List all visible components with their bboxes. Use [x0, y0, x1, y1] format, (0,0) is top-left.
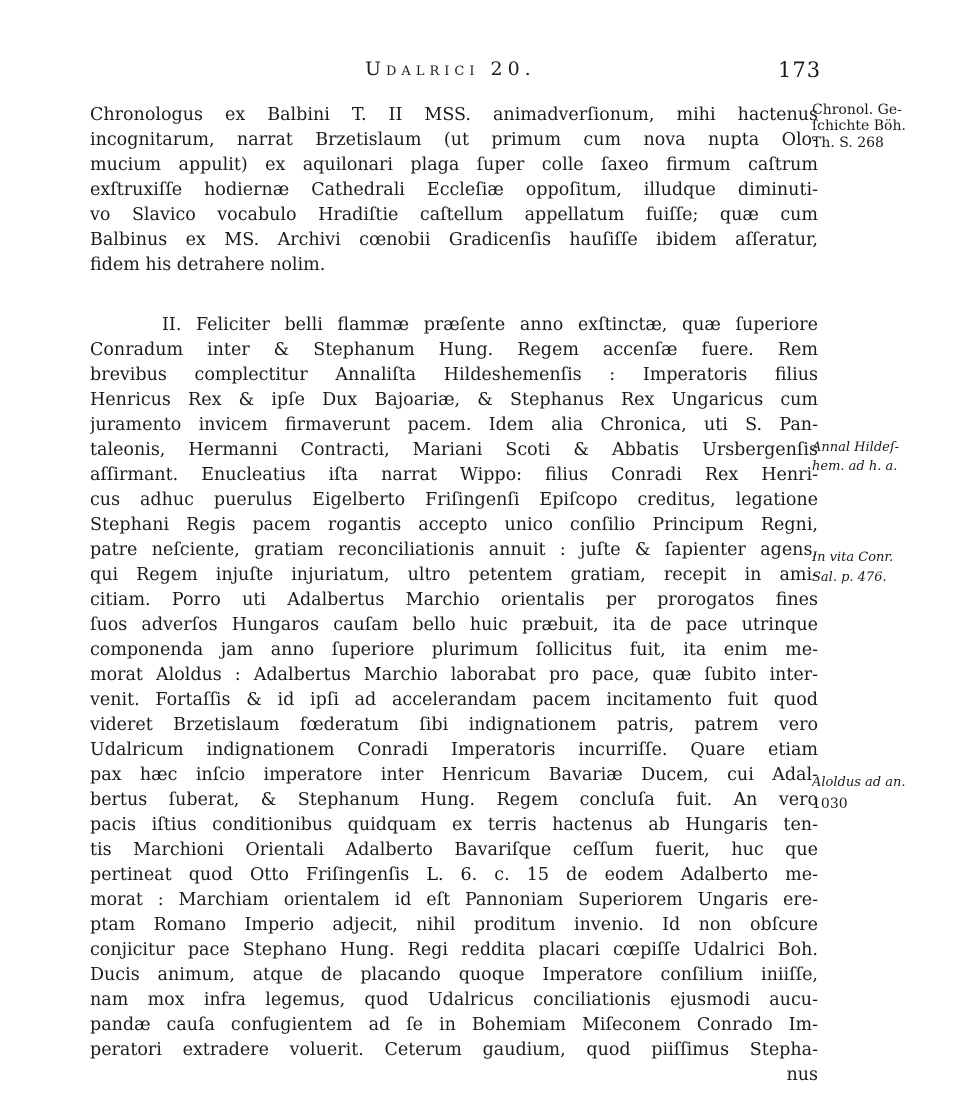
text-line: nam mox infra legemus, quod Udalricus conciliationis ejusmodi aucu- — [90, 990, 818, 1010]
text-line: incognitarum, narrat Brzetislaum (ut primum cum nova nupta Olo- — [90, 130, 818, 150]
margin-note: ſchichte Böh. — [812, 119, 906, 133]
margin-note: hem. ad h. a. — [812, 460, 898, 474]
running-title: Udalrici 20. — [365, 58, 536, 80]
paragraph-1 — [90, 103, 818, 278]
text-line: Chronologus ex Balbini T. II MSS. animadverſionum, mihi hactenus — [90, 105, 818, 125]
text-line: patre neſciente, gratiam reconciliationis annuit : juſte & ſapienter agens, — [90, 540, 818, 560]
text-line: ptam Romano Imperio adjecit, nihil proditum invenio. Id non obſcure — [90, 915, 818, 935]
text-line: brevibus complectitur Annaliſta Hildeshemenſis : Imperatoris filius — [90, 365, 818, 385]
text-line: morat Aloldus : Adalbertus Marchio laborabat pro pace, quæ ſubito inter- — [90, 665, 818, 685]
text-line: vo Slavico vocabulo Hradiſtie caſtellum appellatum fuiſſe; quæ cum — [90, 205, 818, 225]
text-line: qui Regem injuſte injuriatum, ultro petentem gratiam, recepit in ami- — [90, 565, 818, 585]
text-line: taleonis, Hermanni Contracti, Mariani Scoti & Abbatis Ursbergenſis — [90, 440, 818, 460]
text-line: fidem his detrahere nolim. — [90, 255, 326, 275]
text-line: tis Marchioni Orientali Adalberto Bavariſque ceſſum fuerit, huc que — [90, 840, 818, 860]
paragraph-2 — [90, 313, 818, 1088]
text-line: Balbinus ex MS. Archivi cœnobii Gradicenſis hauſiſſe ibidem aſſeratur, — [90, 230, 818, 250]
text-line: Udalricum indignationem Conradi Imperatoris incurriſſe. Quare etiam — [90, 740, 818, 760]
text-line: citiam. Porro uti Adalbertus Marchio orientalis per prorogatos fines — [90, 590, 818, 610]
text-line: II. Feliciter belli flammæ præſente anno exſtinctæ, quæ ſuperiore — [162, 315, 818, 335]
text-line: pandæ cauſa confugientem ad ſe in Bohemiam Miſeconem Conrado Im- — [90, 1015, 818, 1035]
main-text — [90, 103, 818, 1088]
text-line: cus adhuc puerulus Eigelberto Friſingenſi Epiſcopo creditus, legatione — [90, 490, 818, 510]
text-line: peratori extradere voluerit. Ceterum gaudium, quod piiſſimus Stepha- — [90, 1040, 818, 1060]
catchword: nus — [786, 1065, 818, 1085]
margin-note: Sal. p. 476. — [812, 571, 887, 585]
text-line: Stephani Regis pacem rogantis accepto unico conſilio Principum Regni, — [90, 515, 818, 535]
text-line: morat : Marchiam orientalem id eſt Pannoniam Superiorem Ungaris ere- — [90, 890, 818, 910]
margin-note: 1030 — [812, 797, 848, 811]
margin-note: Th. S. 268 — [812, 136, 884, 150]
text-line: Ducis animum, atque de placando quoque Imperatore conſilium iniiſſe, — [90, 965, 818, 985]
text-line: aſſirmant. Enucleatius iſta narrat Wippo: filius Conradi Rex Henri- — [90, 465, 818, 485]
margin-note: Chronol. Ge- — [812, 103, 902, 117]
text-line: exſtruxiſſe hodiernæ Cathedrali Eccleſiæ oppoſitum, illudque diminuti- — [90, 180, 818, 200]
text-line: conjicitur pace Stephano Hung. Regi reddita placari cœpiſſe Udalrici Boh. — [90, 940, 818, 960]
text-line: mucium appulit) ex aquilonari plaga ſuper colle ſaxeo firmum caſtrum — [90, 155, 818, 175]
margin-note: In vita Conr. — [812, 551, 894, 565]
text-line: venit. Fortaſſis & id ipſi ad accelerandam pacem incitamento fuit quod — [90, 690, 818, 710]
text-line: bertus ſuberat, & Stephanum Hung. Regem concluſa fuit. An vero — [90, 790, 818, 810]
text-line: videret Brzetislaum fœderatum ſibi indignationem patris, patrem vero — [90, 715, 818, 735]
text-line: juramento invicem firmaverunt pacem. Idem alia Chronica, uti S. Pan- — [90, 415, 818, 435]
text-line: ſuos adverſos Hungaros cauſam bello huic præbuit, ita de pace utrinque — [90, 615, 818, 635]
text-line: pacis iſtius conditionibus quidquam ex terris hactenus ab Hungaris ten- — [90, 815, 818, 835]
text-line: pertineat quod Otto Friſingenſis L. 6. c. 15 de eodem Adalberto me- — [90, 865, 818, 885]
page-header — [0, 58, 960, 88]
text-line: pax hæc inſcio imperatore inter Henricum Bavariæ Ducem, cui Adal- — [90, 765, 818, 785]
margin-note: Aloldus ad an. — [812, 776, 906, 790]
text-line: componenda jam anno ſuperiore plurimum ſollicitus fuit, ita enim me- — [90, 640, 818, 660]
text-line: Henricus Rex & ipſe Dux Bajoariæ, & Stephanus Rex Ungaricus cum — [90, 390, 818, 410]
text-line: Conradum inter & Stephanum Hung. Regem accenſæ fuere. Rem — [90, 340, 818, 360]
margin-note: Annal Hildeſ- — [812, 441, 900, 455]
page-number: 173 — [778, 58, 822, 82]
